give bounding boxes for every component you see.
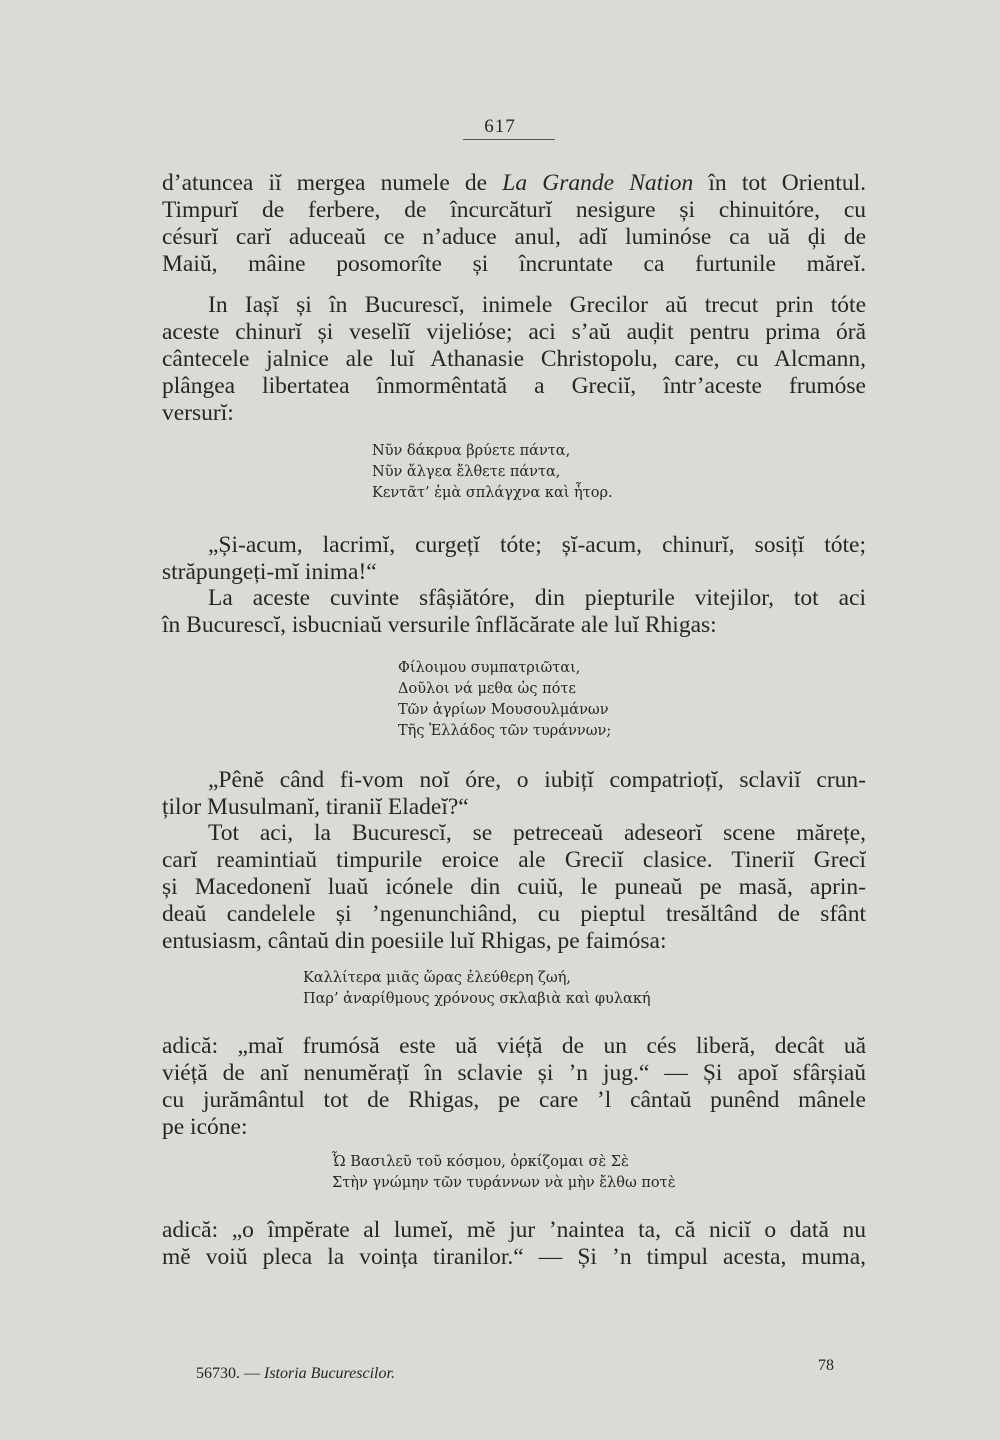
text-line: ților Musulmanĭ, tiraniĭ Eladeĭ?“ bbox=[162, 794, 469, 820]
text-line: în Bucurescĭ, isbucniaŭ versurile înflăcărate ale luĭ Rhigas: bbox=[162, 612, 717, 638]
text-line: carĭ reamintiaŭ timpurile eroice ale Greciĭ clasice. Tineriĭ Grecĭ bbox=[162, 847, 866, 873]
text-line: „Și-acum, lacrimĭ, curgețĭ tóte; șĭ-acum, chinurĭ, sosițĭ tóte; bbox=[208, 532, 866, 558]
text-line: deaŭ candelele și ’ngenunchiând, cu pieptul tresăltând de sfânt bbox=[162, 901, 866, 927]
paragraph-1 bbox=[162, 170, 866, 278]
verse-line: Νῦν ἄλγεα ἔλθετε πάντα, bbox=[372, 464, 561, 480]
verse-line: Νῦν δάκρυα βρύετε πάντα, bbox=[372, 443, 571, 459]
greek-verse-4 bbox=[332, 1152, 675, 1194]
verse-line: Δοῦλοι νά μεθα ὡς πότε bbox=[398, 681, 576, 697]
text-line: pe icóne: bbox=[162, 1114, 248, 1140]
text-line: césurĭ carĭ aduceaŭ ce n’aduce anul, adĭ luminóse ca uă ḑi de bbox=[162, 224, 866, 250]
text-line: străpungeți-mĭ inima!“ bbox=[162, 559, 377, 585]
text-line: Tot aci, la Bucurescĭ, se petreceaŭ adeseorĭ scene mărețe, bbox=[208, 820, 866, 846]
paragraph-2 bbox=[162, 292, 866, 427]
text-line: versurĭ: bbox=[162, 400, 234, 426]
paragraph-6 bbox=[162, 820, 866, 955]
text-line: și Macedonenĭ luaŭ icónele din cuiŭ, le puneaŭ pe masă, aprin- bbox=[162, 874, 866, 900]
verse-line: Τῶν ἀγρίων Μουσουλμάνων bbox=[398, 702, 609, 718]
text-line: aceste chinurĭ și veselĭĭ vijeliόse; aci s’aŭ auḑit pentru prima óră bbox=[162, 319, 866, 345]
text-line: In Iașĭ și în Bucurescĭ, inimele Grecilor aŭ trecut prin tóte bbox=[208, 292, 866, 318]
paragraph-8 bbox=[162, 1217, 866, 1271]
paragraph-5 bbox=[162, 767, 866, 821]
paragraph-7 bbox=[162, 1033, 866, 1141]
footer-sheet-number: 78 bbox=[818, 1357, 834, 1374]
verse-line: Ὦ Βασιλεῦ τοῦ κόσμου, ὁρκίζομαι σὲ Σὲ bbox=[332, 1154, 629, 1170]
paragraph-3 bbox=[162, 532, 866, 586]
verse-line: Καλλίτερα μιᾶς ὥρας ἐλεύθερη ζωή, bbox=[303, 970, 571, 986]
verse-line: Παρ’ ἀναρίθμους χρόνους σκλαβιὰ καὶ φυλακή bbox=[303, 991, 651, 1007]
text-line: viéță de anĭ nenumĕrațĭ în sclavie și ’n jug.“ — Și apoĭ sfârșiaŭ bbox=[162, 1060, 866, 1086]
greek-verse-2 bbox=[398, 658, 611, 742]
italic-phrase: La Grande Nation bbox=[502, 170, 694, 196]
verse-line: Κεντᾶτ’ ἐμὰ σπλάγχνα καὶ ἦτορ. bbox=[372, 485, 613, 501]
greek-verse-1 bbox=[372, 441, 613, 504]
greek-verse-3 bbox=[303, 968, 651, 1010]
paragraph-4 bbox=[162, 585, 866, 639]
text-line: La aceste cuvinte sfâșiătóre, din piepturile vitejilor, tot aci bbox=[208, 585, 866, 611]
verse-line: Τῆς Ἑλλάδος τῶν τυράννων; bbox=[398, 723, 612, 739]
text-line: mĕ voiŭ pleca la voința tiranilor.“ — Și ’n timpul acesta, muma, bbox=[162, 1244, 866, 1270]
footer-signature: 56730. — Istoria Bucurescilor. bbox=[196, 1365, 395, 1382]
text-line: adică: „maĭ frumósă este uă viéță de un cés liberă, decât uă bbox=[162, 1033, 866, 1059]
text-line: plângea libertatea înmormêntată a Greciĭ, într’aceste frumóse bbox=[162, 373, 866, 399]
footer-title: Istoria Bucurescilor. bbox=[264, 1365, 395, 1382]
page-number-rule bbox=[463, 139, 555, 140]
text-line: „Pênĕ când fi-vom noĭ óre, o iubițĭ compatriоțĭ, sclaviĭ crun- bbox=[208, 767, 866, 793]
text-line: Timpurĭ de ferbere, de încurcăturĭ nesigure și chinuitóre, cu bbox=[162, 197, 866, 223]
verse-line: Στὴν γνώμην τῶν τυράννων νὰ μὴν ἔλθω ποτὲ bbox=[332, 1175, 676, 1191]
text-line: cu jurământul tot de Rhigas, pe care ’l cântaŭ punênd mânele bbox=[162, 1087, 866, 1113]
page-number: 617 bbox=[484, 116, 516, 137]
text-line: cântecele jalnice ale luĭ Athanasie Christopolu, care, cu Alcmann, bbox=[162, 346, 866, 372]
text-line: adică: „o împĕrate al lumeĭ, mĕ jur ’naintea ta, că niciĭ o dată nu bbox=[162, 1217, 866, 1243]
text-line: entusiasm, cântaŭ din poesiile luĭ Rhigas, pe faimósa: bbox=[162, 928, 667, 954]
text-line: Maiŭ, mâine posomorîte și încruntate ca furtunile măreĭ. bbox=[162, 251, 866, 277]
verse-line: Φίλοιμου συμπατριῶται, bbox=[398, 660, 581, 676]
text-line: d’atuncea iĭ mergea numele de La Grande Nation în tot Orientul. bbox=[162, 170, 866, 196]
